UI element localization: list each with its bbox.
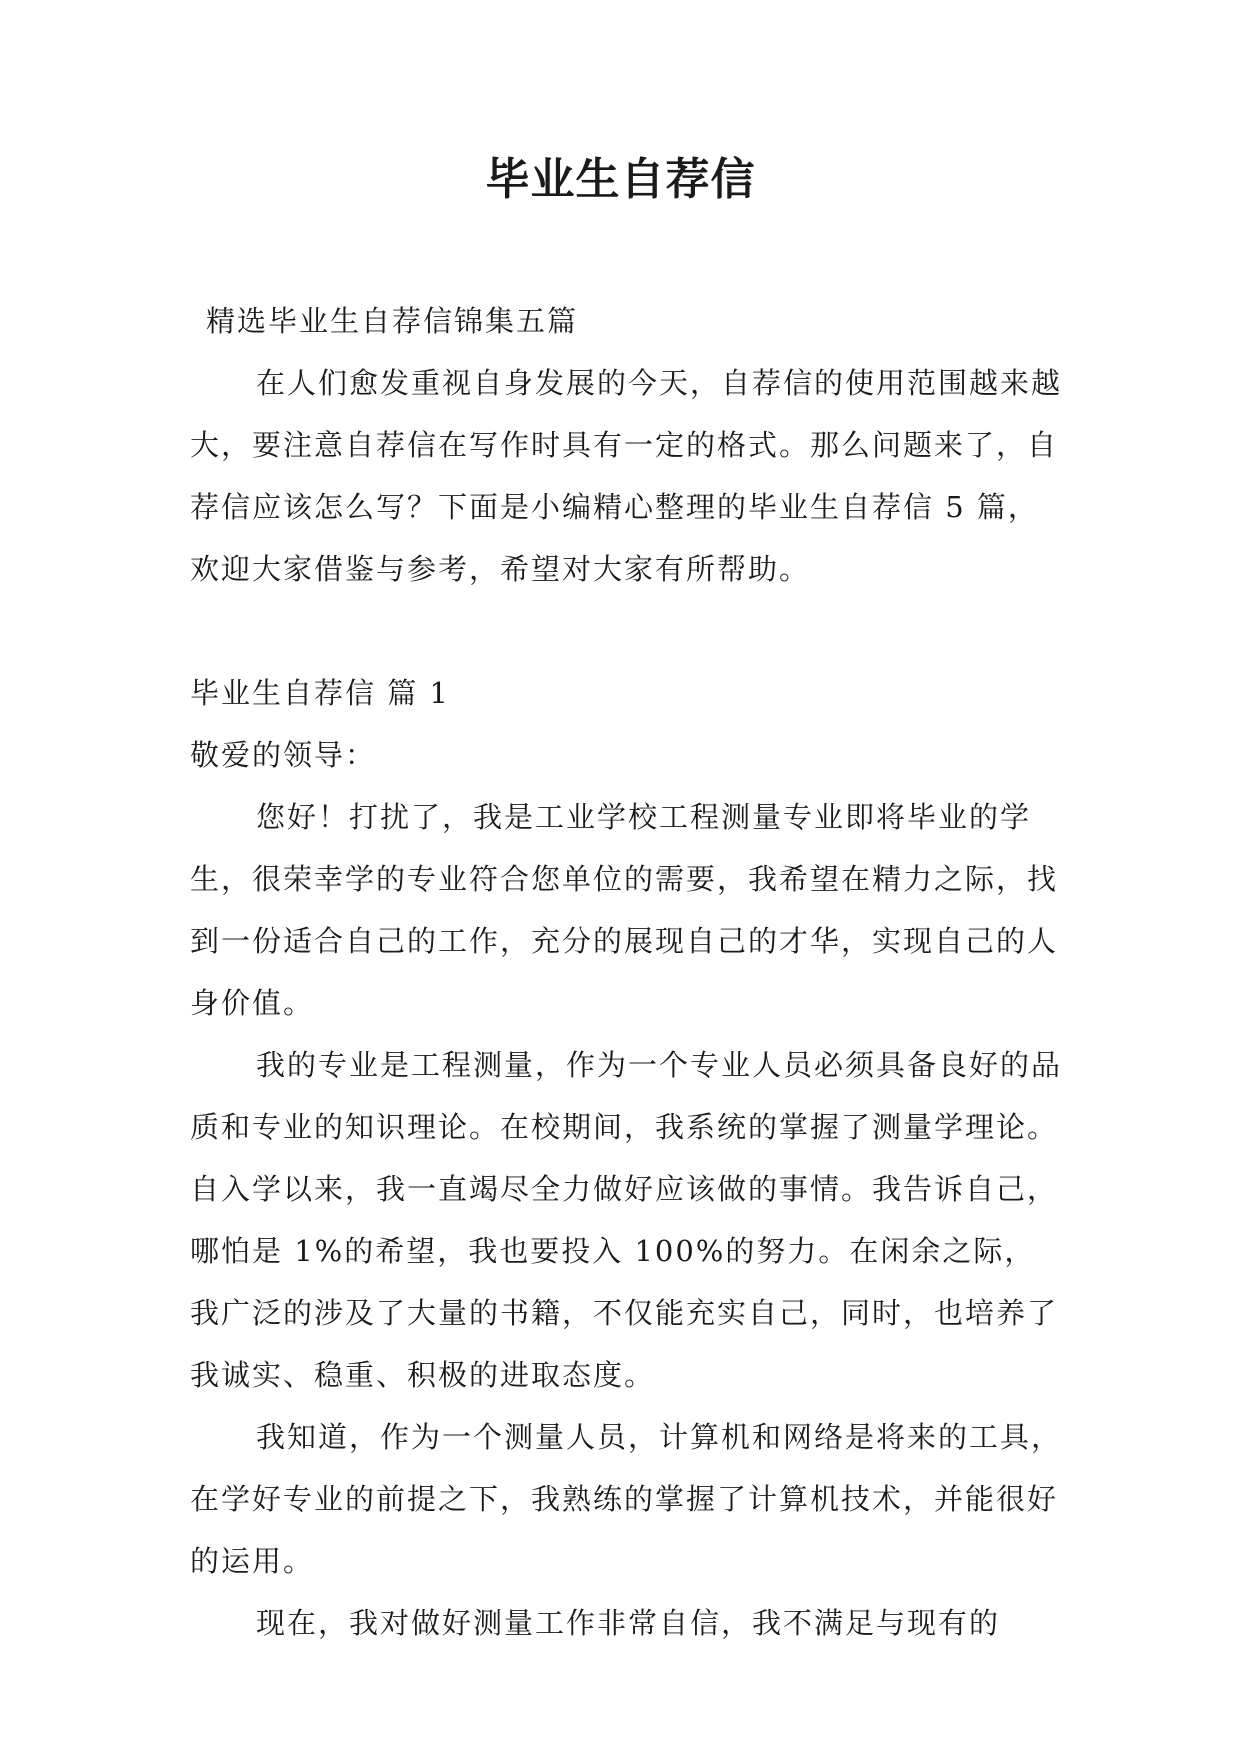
salutation: 敬爱的领导： [190,738,377,772]
section-heading: 毕业生自荐信 篇 1 [190,676,450,710]
body-paragraph: 我知道，作为一个测量人员，计算机和网络是将来的工具，在学好专业的前提之下，我熟练的掌握了计算机技术，并能很好的运用。 [190,1420,1063,1578]
document-subtitle: 精选毕业生自荐信锦集五篇 [206,304,579,338]
paragraph-spacer [190,600,1065,662]
body-paragraph: 现在，我对做好测量工作非常自信，我不满足与现有的 [256,1606,1001,1640]
body-paragraph: 我的专业是工程测量，作为一个专业人员必须具备良好的品质和专业的知识理论。在校期间，我系统的掌握了测量学理论。自入学以来，我一直竭尽全力做好应该做的事情。我告诉自己，哪怕是 1%的希望，我也要投入 100%的努力。在闲余之际，我广泛的涉及了大量的书籍，不仅能充实自己，同时，也培养了我诚实、稳重、积极的进取态度。 [190,1048,1063,1392]
intro-paragraph: 在人们愈发重视自身发展的今天，自荐信的使用范围越来越大，要注意自荐信在写作时具有一定的格式。那么问题来了，自荐信应该怎么写？下面是小编精心整理的毕业生自荐信 5 篇，欢迎大家借鉴与参考，希望对大家有所帮助。 [190,366,1063,586]
document-body [190,290,1065,1654]
body-paragraph: 您好！打扰了，我是工业学校工程测量专业即将毕业的学生，很荣幸学的专业符合您单位的需要，我希望在精力之际，找到一份适合自己的工作，充分的展现自己的才华，实现自己的人身价值。 [190,800,1059,1020]
document-title: 毕业生自荐信 [485,154,756,205]
